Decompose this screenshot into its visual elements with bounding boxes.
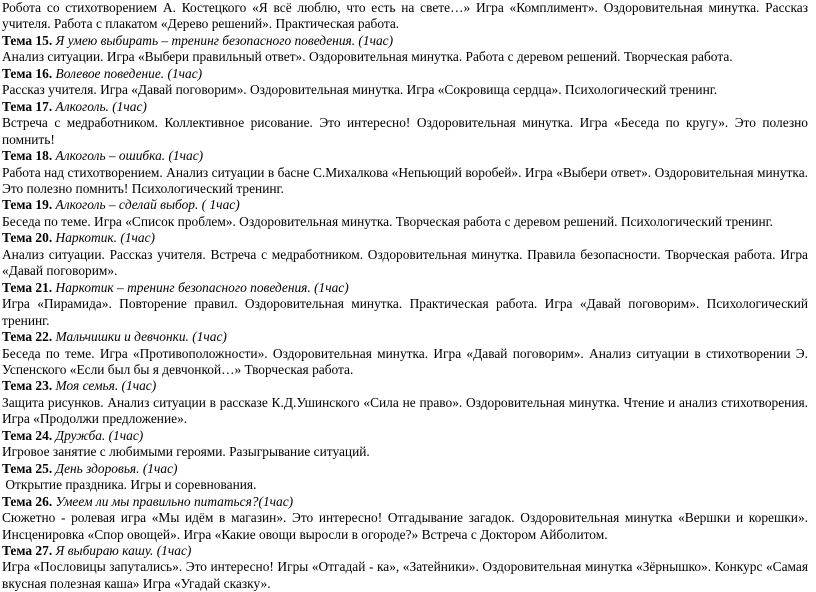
topic-25-body: Открытие праздника. Игры и соревнования. bbox=[2, 477, 257, 493]
topic-title: Умеем ли мы правильно питаться?(1час) bbox=[55, 493, 294, 509]
topic-title: Алкоголь. (1час) bbox=[55, 98, 147, 114]
topic-title: Наркотик – тренинг безопасного поведения. (1час) bbox=[55, 279, 349, 295]
topic-title: Наркотик. (1час) bbox=[55, 230, 156, 246]
topic-22-heading bbox=[2, 329, 808, 345]
topic-title: Алкоголь – ошибка. (1час) bbox=[55, 148, 204, 164]
topic-label: Тема 27. bbox=[2, 542, 53, 558]
topic-15-body: Анализ ситуации. Игра «Выбери правильный ответ». Оздоровительная минутка. Работа с деревом решений. Творческая работа. bbox=[2, 49, 733, 65]
topic-20-body: Анализ ситуации. Рассказ учителя. Встреча с медработником. Оздоровительная минутка. Правила безопасности. Творческая работа. Игра «Давай поговорим». bbox=[2, 246, 808, 279]
topic-title: Волевое поведение. (1час) bbox=[55, 65, 203, 81]
topic-17-heading bbox=[2, 99, 808, 115]
topic-label: Тема 20. bbox=[2, 230, 53, 246]
topic-16-heading bbox=[2, 66, 808, 82]
topic-18-body: Работа над стихотворением. Анализ ситуации в басне С.Михалкова «Непьющий воробей». Игра «Выбери ответ». Оздоровительная минутка. Это полезно помнить! Психологический тренинг. bbox=[2, 164, 808, 196]
topic-22-body: Беседа по теме. Игра «Противоположности». Оздоровительная минутка. Игра «Давай поговорим». Анализ ситуации в стихотворении Э. Успенского «Если был бы я девчонкой…» Творческая работа. bbox=[2, 345, 808, 377]
topic-title: Моя семья. (1час) bbox=[55, 378, 157, 394]
topic-23-body: Защита рисунков. Анализ ситуации в рассказе К.Д.Ушинского «Сила не право». Оздоровительная минутка. Чтение и анализ стихотворения. Игра «Продолжи предложение». bbox=[2, 394, 808, 427]
topic-label: Тема 25. bbox=[2, 460, 53, 476]
topic-25-heading bbox=[2, 461, 808, 477]
topic-label: Тема 18. bbox=[2, 148, 53, 164]
topic-label: Тема 22. bbox=[2, 329, 53, 345]
topic-title: Я умею выбирать – тренинг безопасного поведения. (1час) bbox=[55, 32, 394, 48]
topic-label: Тема 17. bbox=[2, 98, 53, 114]
topic-20-heading bbox=[2, 230, 808, 246]
topic-label: Тема 23. bbox=[2, 378, 53, 394]
topic-label: Тема 19. bbox=[2, 197, 53, 213]
topic-18-heading bbox=[2, 148, 808, 164]
topic-title: Я выбираю кашу. (1час) bbox=[55, 542, 192, 558]
topic-23-heading bbox=[2, 378, 808, 394]
topic-17-body: Встреча с медработником. Коллективное рисование. Это интересно! Оздоровительная минутка. Игра «Беседа по кругу». Это полезно помнить! bbox=[2, 115, 808, 147]
topic-16-body: Рассказ учителя. Игра «Давай поговорим». Оздоровительная минутка. Игра «Сокровища сердца». Психологический тренинг. bbox=[2, 82, 718, 98]
topic-19-heading bbox=[2, 197, 808, 213]
topic-label: Тема 15. bbox=[2, 32, 53, 48]
topic-19-body: Беседа по теме. Игра «Список проблем». Оздоровительная минутка. Творческая работа с деревом решений. Психологический тренинг. bbox=[2, 213, 773, 229]
topic-21-heading bbox=[2, 280, 808, 296]
intro-paragraph: Робота со стихотворением А. Костецкого «Я всё люблю, что есть на свете…» Игра «Комплимент». Оздоровительная минутка. Рассказ учителя. Работа с плакатом «Дерево решений». Практическая работа. bbox=[2, 0, 808, 32]
topic-21-body: Игра «Пирамида». Повторение правил. Оздоровительная минутка. Практическая работа. Игра «Давай поговорим». Психологический тренинг. bbox=[2, 296, 808, 328]
topic-title: День здоровья. (1час) bbox=[55, 460, 178, 476]
topic-26-body: Сюжетно - ролевая игра «Мы идём в магазин». Это интересно! Отгадывание загадок. Оздоровительная минутка «Вершки и корешки». Инсценировка «Спор овощей». Игра «Какие овощи выросли в огороде?» Встреча с Доктором Айболитом. bbox=[2, 510, 808, 542]
topic-27-body: Игра «Пословицы запутались». Это интересно! Игры «Отгадай - ка», «Затейники». Оздоровительная минутка «Зёрнышко». Конкурс «Самая вкусная полезная каша» Игра «Угадай сказку». bbox=[2, 559, 808, 591]
topic-26-heading bbox=[2, 494, 808, 510]
topic-title: Алкоголь – сделай выбор. ( 1час) bbox=[55, 197, 240, 213]
topic-24-body: Игровое занятие с любимыми героями. Разыгрывание ситуаций. bbox=[2, 444, 370, 460]
topic-label: Тема 24. bbox=[2, 427, 53, 443]
topic-title: Мальчишки и девчонки. (1час) bbox=[55, 329, 227, 345]
topic-label: Тема 16. bbox=[2, 65, 53, 81]
topic-15-heading bbox=[2, 33, 808, 49]
topic-label: Тема 26. bbox=[2, 493, 53, 509]
topic-24-heading bbox=[2, 428, 808, 444]
topic-title: Дружба. (1час) bbox=[55, 427, 144, 443]
topic-label: Тема 21. bbox=[2, 279, 53, 295]
topic-27-heading bbox=[2, 543, 808, 559]
